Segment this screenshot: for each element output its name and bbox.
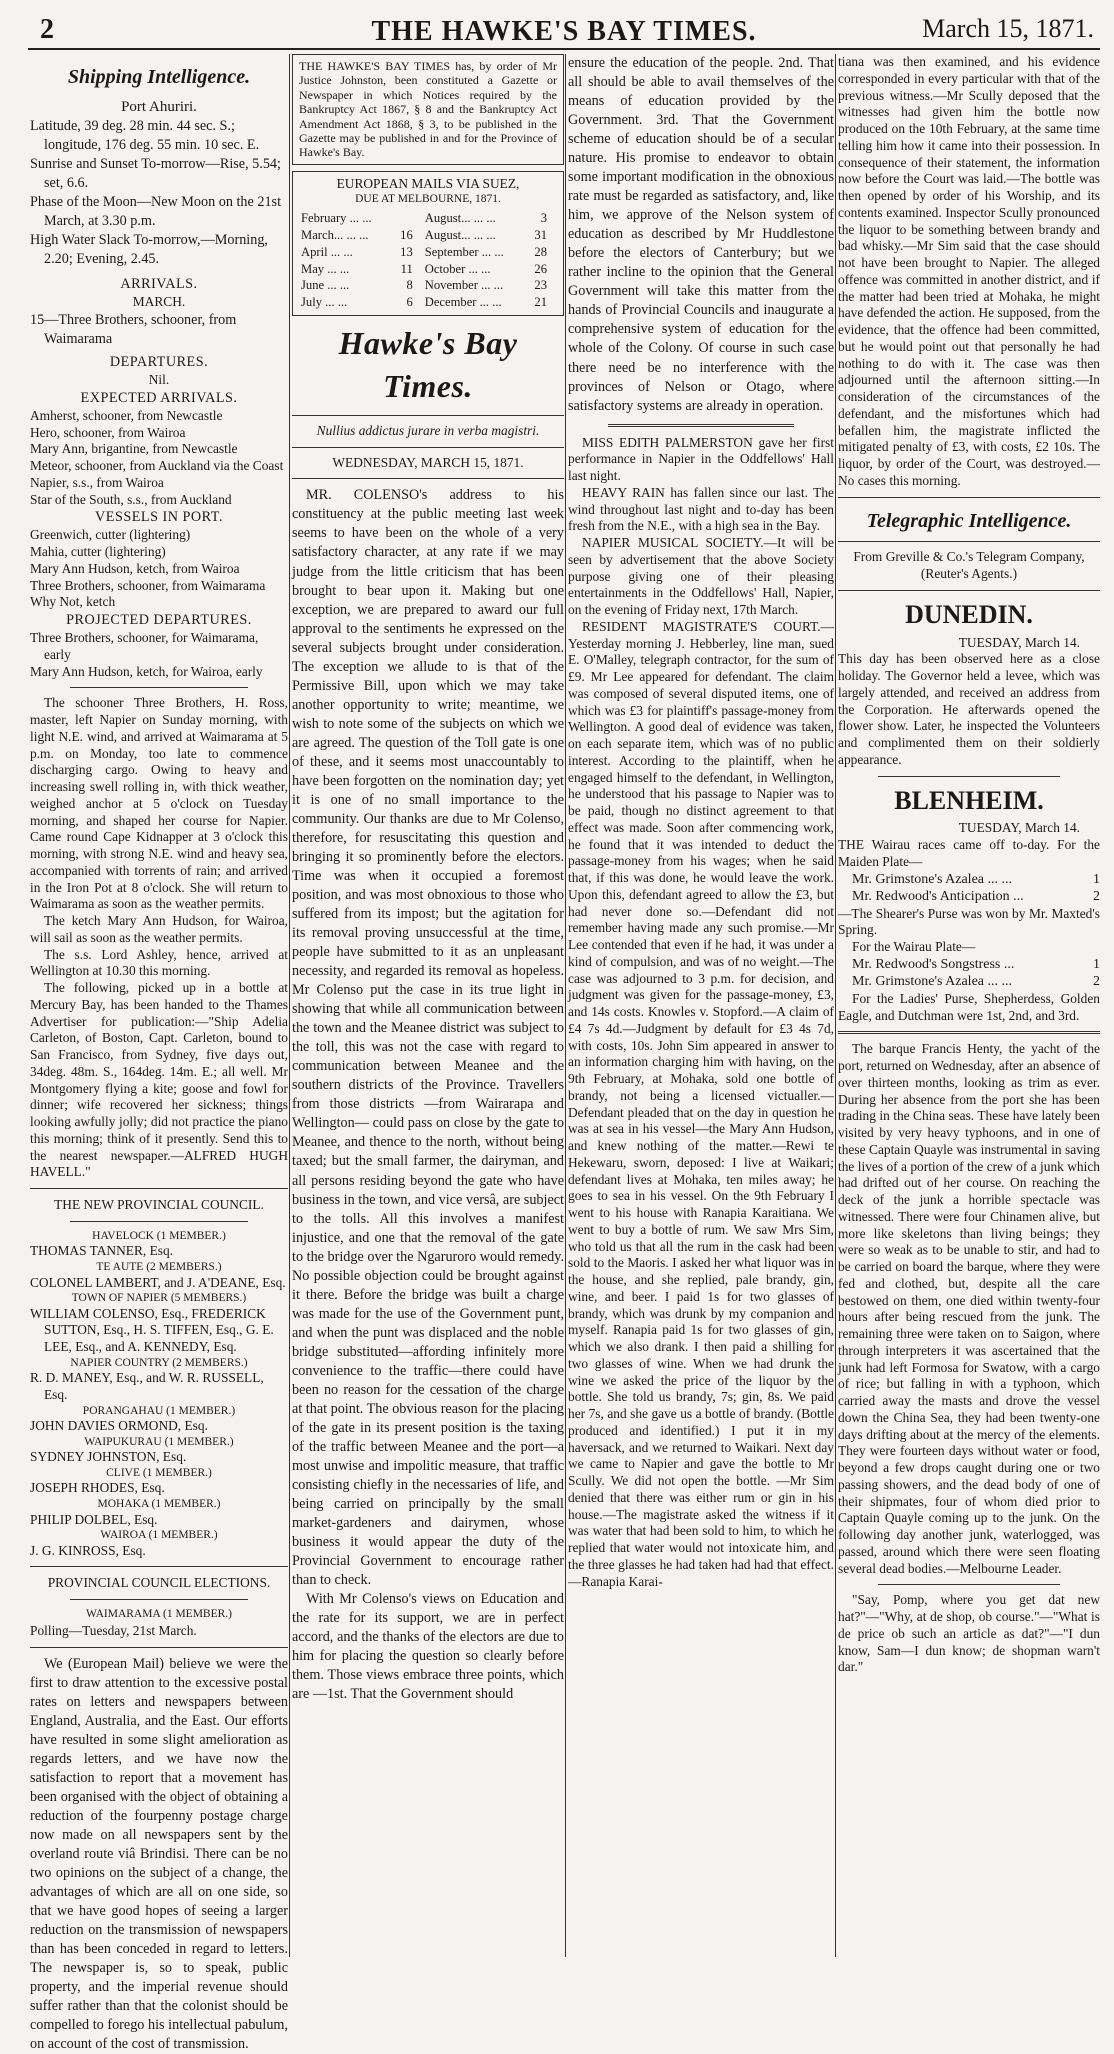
telegraph-heading: Telegraphic Intelligence. bbox=[866, 509, 1072, 532]
shipping-note: The ketch Mary Ann Hudson, for Wairoa, will sail as soon as the weather permits. bbox=[30, 913, 288, 945]
dunedin-heading: DUNEDIN. bbox=[905, 599, 1033, 629]
divider bbox=[70, 1599, 248, 1600]
sunrise: Sunrise and Sunset To-morrow—Rise, 5.54; set, 6.6. bbox=[30, 155, 281, 191]
list-item: Napier, s.s., from Wairoa bbox=[30, 474, 164, 490]
court-report: RESIDENT MAGISTRATE'S COURT.—Yesterday morning J. Hebberley, line man, sued E. O'Malley, telegraph contractor, for the sum of £9. Mr Lee appeared for defendant. The claim was composed of several disputed items, one of which was £3 for plaintiff's passage-money from Wellington. A good deal of evidence was taken, on each separate item, which was of no public interest. According to the plaintiff, when he engaged himself to the defendant, in Wellington, he understood that his passage to Napier was to be paid, though no distinct agreement to that effect was made. Soon after commencing work, he found that it was intended to deduct the passage-money from his wages; when he said that, if this was done, he would leave the work. Upon this, defendant agreed to allow the £3, but had never done so.—Defendant did not remember having made any such promise.—Mr Lee contended that even if he had, it was under a kind of compulsion, and was of no weight.—The case was adjourned to 3 p.m. for decision, and judgment was given for the passage-money, £3, and 14s costs. Knowles v. Stopford.—A claim of £4 7s 4d.—Judgment by default for £3 4s 7d, with costs, 10s. John Sim appeared in answer to an information charging him with having, on the 9th February, at Mohaka, sold one bottle of brandy, not being a licensed victualler.—Defendant pleaded that on the day in question he was at sea in his vessel—the Mary Ann Hudson, and knew nothing of the matter.—Rewi te Hekewaru, sworn, deposed: I live at Waikari; defendant lives at Mohaka, ten miles away; he goes to sea in his vessel. On the 9th February I went to his house with Ranapia Karaitiana. We went to buy a bottle of rum. We saw Mrs Sim, who told us that all the rum in the cask had been sold to the Maoris. I asked her what liquor was in the house, and she replied, pale brandy, gin, wine, and beer. I paid 1s for two glasses of brandy, which was drunk by my companion and myself. Ranapia paid 1s for two glasses of gin, which we also drank. I then paid a shilling for two glasses of wine. When we had drunk the wine we asked the price of the liquor by the bottle. She told us brandy, 7s; gin, 8s. We paid her 7s, and she gave us a bottle of brandy. (Bottle produced and identified.) I put it in my haversack, and we returned to Waikari. Next day we came to Napier and gave the bottle to Mr Scully. We did not open the bottle. —Mr Sim denied that there was either rum or gin in his house.—The magistrate asked the witness if it was water that had been sold to him, to which he replied that water would not intoxicate him, and the three glasses he had taken had had that effect.—Ranapia Karai- bbox=[568, 618, 834, 1589]
arrival-entry: 15—Three Brothers, schooner, from Waimarama bbox=[30, 311, 237, 347]
shipping-note: The s.s. Lord Ashley, hence, arrived at Wellington at 10.30 this morning. bbox=[30, 946, 288, 979]
column-2 bbox=[292, 54, 564, 1957]
projected-heading: PROJECTED DEPARTURES. bbox=[66, 612, 252, 629]
arrivals-month: MARCH. bbox=[132, 294, 186, 310]
blenheim-news: —The Shearer's Purse was won by Mr. Maxted's Spring. bbox=[838, 905, 1100, 938]
member: WILLIAM COLENSO, Esq., FREDERICK SUTTON, Esq., H. S. TIFFEN, Esq., G. E. LEE, Esq., and A. KENNEDY, Esq. bbox=[30, 1305, 274, 1355]
blenheim-news: THE Wairau races came off to-day. For the Maiden Plate— bbox=[838, 837, 1100, 869]
list-item: Three Brothers, schooner, for Waimarama, early bbox=[30, 630, 259, 662]
list-item: Mary Ann, brigantine, from Newcastle bbox=[30, 441, 238, 457]
district: TOWN OF NAPIER (5 MEMBERS.) bbox=[71, 1292, 247, 1305]
member: THOMAS TANNER, Esq. bbox=[30, 1243, 174, 1259]
divider bbox=[292, 478, 564, 479]
list-item: Mary Ann Hudson, ketch, from Wairoa bbox=[30, 560, 240, 576]
shipping-note: The following, picked up in a bottle at Mercury Bay, has been handed to the Thames Advertiser for publication:—"Ship Adelia Carleton, of Boston, Capt. Carleton, bound to San Francisco, from Sydney, five days out, 34deg. 48m. S., 164deg. 14m. E.; all well. Mr Montgomery flying a kite; goose and fowl for dinner; wife recovered her sickness; things looking awfully jolly; did not practice the piano this morning; think of it presently. Send this to the nearest newspaper.—ALFRED HUGH HAVELL." bbox=[30, 980, 288, 1180]
divider bbox=[70, 687, 248, 688]
blenheim-news: For the Wairau Plate— bbox=[852, 939, 976, 955]
race-results bbox=[838, 871, 1100, 906]
mails-table bbox=[299, 210, 557, 311]
district: WAIPUKURAU (1 MEMBER.) bbox=[84, 1435, 234, 1448]
table-row: July ... ... 6 December ... ... 21 bbox=[301, 295, 547, 310]
local-news: MISS EDITH PALMERSTON gave her first performance in Napier in the Oddfellows' Hall last night. bbox=[568, 434, 834, 484]
column-rule bbox=[835, 54, 836, 1957]
dateline: TUESDAY, March 14. bbox=[958, 820, 1080, 836]
divider bbox=[292, 447, 564, 448]
latitude: Latitude, 39 deg. 28 min. 44 sec. S.; longitude, 176 deg. 55 min. 10 sec. E. bbox=[30, 117, 260, 153]
elections-heading: PROVINCIAL COUNCIL ELECTIONS. bbox=[47, 1575, 271, 1591]
list-item: Mahia, cutter (lightering) bbox=[30, 544, 166, 560]
vessels-heading: VESSELS IN PORT. bbox=[95, 509, 223, 526]
list-item: Meteor, schooner, from Auckland via the Coast bbox=[30, 458, 284, 474]
dunedin-news: This day has been observed here as a close holiday. The Governor held a levee, which was largely attended, and received an address from the Corporation. He afterwards opened the flower show. Later, he inspected the Volunteers and complimented them on their soldierly appearance. bbox=[838, 651, 1100, 767]
district: WAIMARAMA (1 MEMBER.) bbox=[86, 1608, 232, 1621]
court-report-cont: tiana was then examined, and his evidence corresponded in every particular with that of the previous witness.—Mr Scully deposed that the witnesses had given him the bottle now produced on the 10th February, at the same time telling him how it came into their possession. In consequence of their statement, the information now before the Court was laid.—The bottle was then opened by order of his Worship, and its contents examined. Inspector Scully pronounced the liquor to be something between brandy and bad whisky.—Mr Sim said that the case should not have been brought to Napier. The alleged offence was committed in another district, and if the matter had been tried at Mohaka, he might have defended the action. He supposed, from the evidence, that the offence had been committed, but he would point out that personally he had nothing to do with it. The case was then adjourned until the afternoon sitting.—In consideration of the circumstances of the defendant, and the misfortunes which had befallen him, the magistrate inflicted the mitigated penalty of £3, with costs, £2 10s. The liquor, by order of the Court, was destroyed.—No cases this morning. bbox=[838, 54, 1100, 488]
member: PHILIP DOLBEL, Esq. bbox=[30, 1511, 158, 1527]
race-results bbox=[838, 956, 1100, 991]
henty-article: The barque Francis Henty, the yacht of the port, returned on Wednesday, after an absence of over thirteen months, looking as trim as ever. During her absence from the port she has been trading in the China seas. These have lately been visited by very heavy typhoons, and in one of these Captain Quayle was instrumental in saving the lives of a portion of the crew of a junk which had drifted out of her course. On reaching the deck of the junk a horrible spectacle was witnessed. There were four Chinamen alive, but more like skeletons than living beings; they were so weak as to be unable to stir, and had to be carried on board the barque, where they were fed and clothed, but, despite all the care bestowed on them, one died within twenty-four hours after being rescued from the junk. The remaining three were taken on to Saigon, where through interpreters it was ascertained that the junk had left Formosa for Swatow, with a cargo of rice; but falling in with a typhoon, which carried away the masts and drove the vessel down the China Sea, they had been twenty-one days drifting about at the mercy of the elements. They were fourteen days without water or food, beyond a few drops caught during one or two passing showers, and the dead body of one of their shipmates, four of whom died prior to Captain Quayle coming up to the junk. On the following day another junk, waterlogged, was passed, around which there were seen floating several dead bodies.—Melbourne Leader. bbox=[838, 1041, 1100, 1576]
mails-sub: DUE AT MELBOURNE, 1871. bbox=[355, 193, 501, 206]
member: R. D. MANEY, Esq., and W. R. RUSSELL, Esq. bbox=[30, 1370, 264, 1403]
column-3 bbox=[568, 54, 834, 1957]
table-row: May ... ... 11 October ... ... 26 bbox=[301, 261, 547, 276]
local-news: NAPIER MUSICAL SOCIETY.—It will be seen by advertisement that the above Society purpose giving one of their pleasing entertainments in the Oddfellows' Hall, Napier, on the evening of Friday next, 17th March. bbox=[568, 535, 834, 618]
dateline: WEDNESDAY, MARCH 15, 1871. bbox=[332, 454, 524, 470]
member: JOHN DAVIES ORMOND, Esq. bbox=[30, 1418, 208, 1434]
list-item: Why Not, ketch bbox=[30, 594, 116, 610]
divider bbox=[878, 776, 1060, 777]
newspaper-title: THE HAWKE'S BAY TIMES. bbox=[371, 16, 757, 47]
district: CLIVE (1 MEMBER.) bbox=[106, 1467, 212, 1480]
local-news: HEAVY RAIN has fallen since our last. The wind throughout last night and to-day has been fresh from the N.E., with a high sea in the Bay. bbox=[568, 484, 834, 534]
mail-article: We (European Mail) believe we were the first to draw attention to the excessive postal rates on letters and newspapers between England, Australia, and the East. Our efforts have resulted in some slight amelioration as regards letters, and we have now the satisfaction to report that a movement has been organised with the object of obtaining a reduction of the fourpenny postage charge now made on all newspapers sent by the overland route viâ Brindisi. There can be no two opinions on the subject of a change, the advantages of which are all on one side, so that we have good hopes of seeing a larger reduction on the transmission of newspapers than has been conceded in regard to letters. The newspaper is, so to speak, public property, and the imperial revenue should suffer rather than that the colonist should be compelled to forego his intellectual pabulum, on account of the cost of transmission. bbox=[30, 1655, 288, 2053]
list-item: Hero, schooner, from Wairoa bbox=[30, 424, 186, 440]
table-row: Mr. Grimstone's Azalea ... ... 2 bbox=[852, 974, 1100, 990]
table-row: June ... ... 8 November ... ... 23 bbox=[301, 278, 547, 293]
divider bbox=[30, 1566, 288, 1567]
divider bbox=[838, 590, 1100, 591]
district: NAPIER COUNTRY (2 MEMBERS.) bbox=[70, 1356, 248, 1369]
page-header bbox=[28, 8, 1100, 50]
blenheim-news: For the Ladies' Purse, Shepherdess, Golden Eagle, and Dutchman were 1st, 2nd, and 3rd. bbox=[838, 990, 1100, 1023]
table-row: April ... ... 13 September ... ... 28 bbox=[301, 244, 547, 259]
table-row: Mr. Redwood's Songstress ... 1 bbox=[852, 956, 1100, 972]
departures-entry: Nil. bbox=[148, 372, 170, 388]
notice-text: THE HAWKE'S BAY TIMES has, by order of Mr Justice Johnston, been constituted a Gazette or Newspaper in which Notices required by the Bankruptcy Act 1867, § 8 and the Bankruptcy Act Amendment Act 1868, § 3, to be published in the Gazette may be published in and for the Province of Hawke's Bay. bbox=[299, 59, 557, 160]
list-item: Amherst, schooner, from Newcastle bbox=[30, 407, 223, 423]
column-1 bbox=[30, 54, 288, 2053]
divider bbox=[292, 415, 564, 416]
joke: "Say, Pomp, where you get dat new hat?"—"Why, at de shop, ob course."—"What is de price ob such an article as dat?"—"I dun know, Sam—I dun know; de shopman warn't dar." bbox=[838, 1592, 1100, 1675]
page-number: 2 bbox=[40, 14, 54, 45]
moon-phase: Phase of the Moon—New Moon on the 21st March, at 3.30 p.m. bbox=[30, 194, 282, 230]
dateline: TUESDAY, March 14. bbox=[958, 634, 1080, 650]
divider bbox=[30, 1188, 288, 1189]
shipping-note: The schooner Three Brothers, H. Ross, master, left Napier on Sunday morning, with light N.E. wind, and arrived at Waimarama at 5 p.m. on Monday, too late to commence discharging cargo. Owing to heavy and increasing swell rolling in, with thick weather, weighed anchor at 5 o'clock on Tuesday morning, and shaped her course for Napier. Came round Cape Kidnapper at 3 o'clock this morning, with strong N.E. wind and heavy sea, accompanied with torrents of rain; and arrived in the Iron Pot at 8 o'clock. She will return to Waimarama as soon as the weather permits. bbox=[30, 695, 288, 912]
column-4 bbox=[838, 54, 1100, 1957]
editorial-para: ensure the education of the people. 2nd. That all should be able to avail themselves of the means of education provided by the Government. 3rd. That the Government scheme of education should be of a secular nature. His promise to endeavor to obtain some important modification in the obnoxious rate must be regarded as satisfactory, and, like him, we approve of the Nelson system of education as described by Mr Huddlestone before the electors of Canterbury; but we rather incline to the opinion that the General Government will take this matter from the hands of Provincial Councils and inaugurate a comprehensive system of education for the whole of the Colony. Of course in such case there need be no interference with the provinces of Nelson or Otago, where satisfactory systems are already in operation. bbox=[568, 55, 834, 414]
district: TE AUTE (2 MEMBERS.) bbox=[96, 1261, 222, 1274]
masthead: Hawke's Bay Times. bbox=[338, 325, 518, 405]
arrivals-heading: ARRIVALS. bbox=[120, 276, 198, 293]
district: HAVELOCK (1 MEMBER.) bbox=[92, 1230, 226, 1243]
district: MOHAKA (1 MEMBER.) bbox=[97, 1498, 221, 1511]
council-list bbox=[30, 1229, 288, 1559]
list-item: Three Brothers, schooner, from Waimarama bbox=[30, 577, 266, 593]
motto: Nullius addictus jurare in verba magistri. bbox=[316, 422, 540, 438]
column-rule bbox=[565, 54, 566, 1957]
divider bbox=[608, 424, 794, 427]
list-item: Star of the South, s.s., from Auckland bbox=[30, 491, 232, 507]
editorial-para: MR. COLENSO's address to his constituency at the public meeting last week seems to have been on the whole of a very satisfactory character, at any rate if we may judge from the little criticism that has been brought to bear upon it. Making but one exception, we are prepared to award our full approval to the sentiments he expressed on the several subjects brought under consideration. The exception we allude to is that of the Permissive Bill, upon which we may take another opportunity to write; meantime, we wish to note some of the subjects on which we are agreed. The question of the Toll gate is one of these, and it seems most unaccountably to have been forgotten on the nomination day; yet it is one of no small importance to the community. Our thanks are due to Mr Colenso, therefore, for resuscitating this question and bringing it so prominently before the electors. Time was when it occupied a foremost position, and was most obnoxious to those who suffered from its impost; but the agitation for its removal proving unsuccessful at the time, people have submitted to it as an unpleasant necessity, and regarded its removal as hopeless. Mr Colenso put the case in its true light in showing that while all communication between the town and the Meanee district was subject to the toll, this was not the case with regard to communication between Meanee and the southern districts of the Province. Travellers from those districts —from Wairarapa and Wellington— could pass on close by the gate to Meanee, and thence to the north, without being taxed; but the small farmer, the dairyman, and all persons residing beyond the gate who have business in the town, and vice versâ, are subject to the tolls. All this involves a manifest injustice, and one that the removal of the gate to the bridge over the Ngaruroro would remedy. No possible objection could be brought against it there. Before the bridge was built a charge was made for the use of the Government punt, and when the punt was displaced and the noble bridge substituted—affording infinitely more convenience to the traffic—there could have been no reason for the cessation of the charge at that point. The obvious reason for the placing of the gate in its present position is the taxing of the traffic between Meanee and the port—a most unwise and impolitic measure, that traffic consisting chiefly in the necessaries of life, and being carried on principally by the small market-gardeners and dairymen, whose business it would appear the duty of the Provincial Government to encourage rather than to check. bbox=[292, 487, 564, 1589]
divider bbox=[70, 1221, 248, 1222]
member: SYDNEY JOHNSTON, Esq. bbox=[30, 1449, 187, 1465]
divider bbox=[838, 497, 1100, 498]
district: WAIROA (1 MEMBER.) bbox=[100, 1529, 218, 1542]
table-row: Mr. Grimstone's Azalea ... ... 1 bbox=[852, 871, 1100, 887]
departures-heading: DEPARTURES. bbox=[109, 353, 209, 370]
column-rule bbox=[289, 54, 290, 1957]
council-heading: THE NEW PROVINCIAL COUNCIL. bbox=[54, 1197, 264, 1213]
list-item: Mary Ann Hudson, ketch, for Wairoa, early bbox=[30, 663, 263, 679]
divider bbox=[838, 541, 1100, 542]
telegraph-source: From Greville & Co.'s Telegram Company, (Reuter's Agents.) bbox=[853, 549, 1085, 582]
expected-heading: EXPECTED ARRIVALS. bbox=[80, 389, 238, 406]
mails-heading: EUROPEAN MAILS VIA SUEZ, bbox=[336, 175, 520, 191]
high-water: High Water Slack To-morrow,—Morning, 2.20; Evening, 2.45. bbox=[30, 232, 268, 268]
member: JOSEPH RHODES, Esq. bbox=[30, 1480, 165, 1496]
editorial-para: With Mr Colenso's views on Education and the rate for its support, we are in perfect accord, and the thanks of the electors are due to him for placing the question so clearly before them. Those views embrace three points, which are —1st. That the Government should bbox=[292, 1591, 564, 1703]
divider bbox=[878, 1584, 1060, 1585]
table-row: March... ... ... 16 August... ... ... 31 bbox=[301, 227, 547, 242]
table-row: Mr. Redwood's Anticipation ... 2 bbox=[852, 889, 1100, 905]
district: PORANGAHAU (1 MEMBER.) bbox=[82, 1404, 236, 1417]
blenheim-heading: BLENHEIM. bbox=[894, 785, 1044, 815]
divider bbox=[838, 1031, 1100, 1034]
issue-date: March 15, 1871. bbox=[922, 14, 1094, 43]
polling-date: Polling—Tuesday, 21st March. bbox=[30, 1622, 197, 1638]
gazette-notice bbox=[292, 54, 564, 165]
member: J. G. KINROSS, Esq. bbox=[30, 1542, 146, 1558]
table-row: February ... ... August... ... ... 3 bbox=[301, 210, 547, 225]
port-name: Port Ahuriri. bbox=[121, 98, 197, 115]
mails-box bbox=[292, 171, 564, 316]
member: COLONEL LAMBERT, and J. A'DEANE, Esq. bbox=[30, 1274, 286, 1290]
list-item: Greenwich, cutter (lightering) bbox=[30, 527, 191, 543]
shipping-heading: Shipping Intelligence. bbox=[67, 66, 251, 88]
divider bbox=[30, 1647, 288, 1648]
